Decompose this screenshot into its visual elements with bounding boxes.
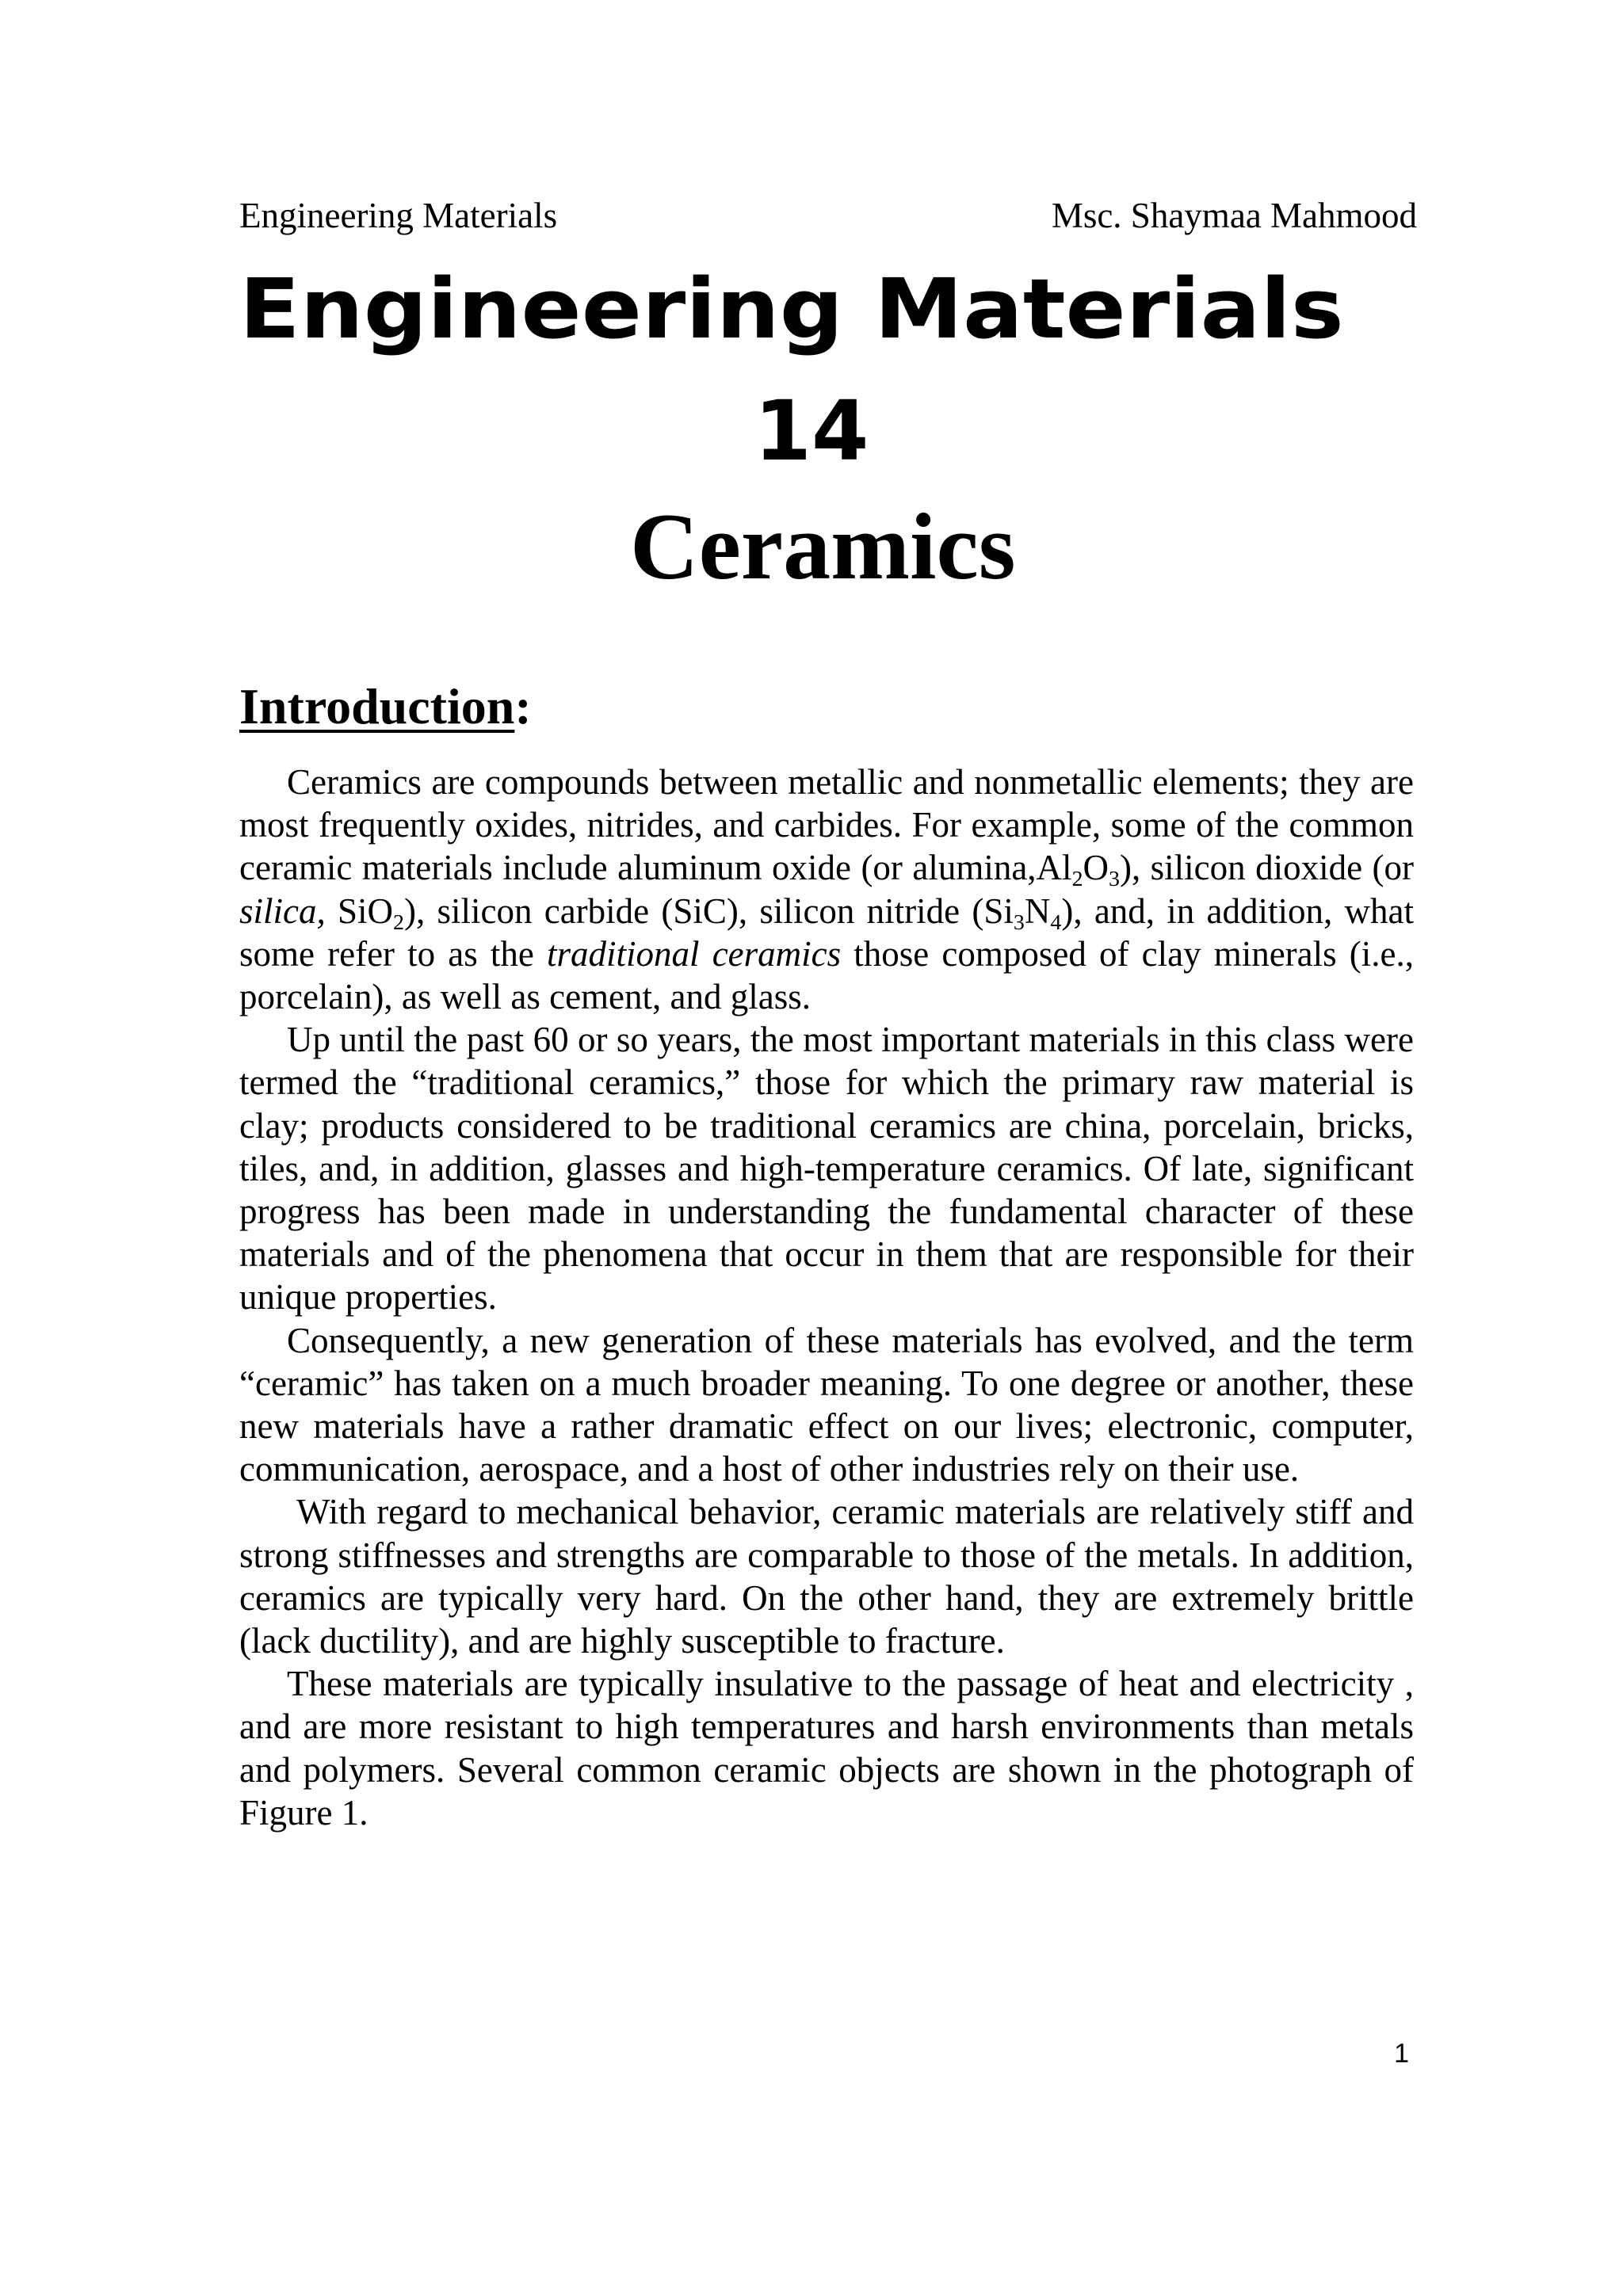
paragraph-1-text-h: those composed of clay minerals (i.e., porcelain), as well as cement, and glass. (239, 933, 1414, 1017)
section-heading-introduction (239, 675, 532, 738)
paragraph-1-text-e: ), silicon carbide (SiC), silicon nitride (Si (404, 891, 1014, 931)
subscript: 2 (1071, 867, 1083, 892)
subscript: 2 (393, 910, 404, 935)
page-number: 1 (1394, 2039, 1409, 2069)
section-heading-text: Introduction (239, 678, 515, 734)
subscript: 3 (1109, 867, 1120, 892)
running-header-author: Msc. Shaymaa Mahmood (1051, 196, 1417, 235)
running-header-course: Engineering Materials (239, 196, 558, 235)
italic-term-silica: silica, (239, 891, 326, 931)
paragraph-2: Up until the past 60 or so years, the most important materials in this class were termed the “traditional ceramics,” those for which the primary raw material is clay; products considered to be traditional ceramics are china, porcelain, bricks, tiles, and, in addition, glasses and high-temperature ceramics. Of late, significant progress has been made in understanding the fundamental character of these materials and of the phenomena that occur in them that are responsible for their unique properties. (239, 1020, 1414, 1318)
subscript: 3 (1013, 910, 1025, 935)
lecture-number: 14 (754, 383, 869, 479)
paragraph-1-text-a: Ceramics are compounds between metallic and nonmetallic elements; they are most frequently oxides, nitrides, and carbides. For example, some of the common ceramic materials include aluminum oxide (or alumina,Al (239, 762, 1414, 888)
section-heading-colon: : (514, 678, 532, 734)
paragraph-1-text-d: SiO (325, 891, 394, 931)
paragraph-4: With regard to mechanical behavior, ceramic materials are relatively stiff and strong stiffnesses and strengths are comparable to those of the metals. In addition, ceramics are typically very hard. On the other hand, they are extremely brittle (lack ductility), and are highly susceptible to fracture. (239, 1492, 1414, 1661)
document-title: Engineering Materials (239, 261, 1344, 357)
italic-term-traditional-ceramics: traditional ceramics (547, 933, 842, 974)
paragraph-1-text-g: ), and, in addition, what some refer to as the (239, 891, 1415, 974)
lecture-topic: Ceramics (630, 494, 1016, 599)
body-text (239, 761, 1414, 1834)
paragraph-3: Consequently, a new generation of these materials has evolved, and the term “ceramic” has taken on a much broader meaning. To one degree or another, these new materials have a rather dramatic effect on our lives; electronic, computer, communication, aerospace, and a host of other industries rely on their use. (239, 1320, 1414, 1489)
paragraph-5: These materials are typically insulative to the passage of heat and electricity , and are more resistant to high temperatures and harsh environments than metals and polymers. Several common ceramic objects are shown in the photograph of Figure 1. (239, 1664, 1414, 1833)
paragraph-1-text-f: N (1024, 891, 1051, 931)
paragraph-1-text-c: ), silicon dioxide (or (1119, 848, 1414, 888)
subscript: 4 (1050, 910, 1062, 935)
paragraph-1-text-b: O (1083, 848, 1109, 888)
paragraph-1 (239, 761, 1414, 1018)
